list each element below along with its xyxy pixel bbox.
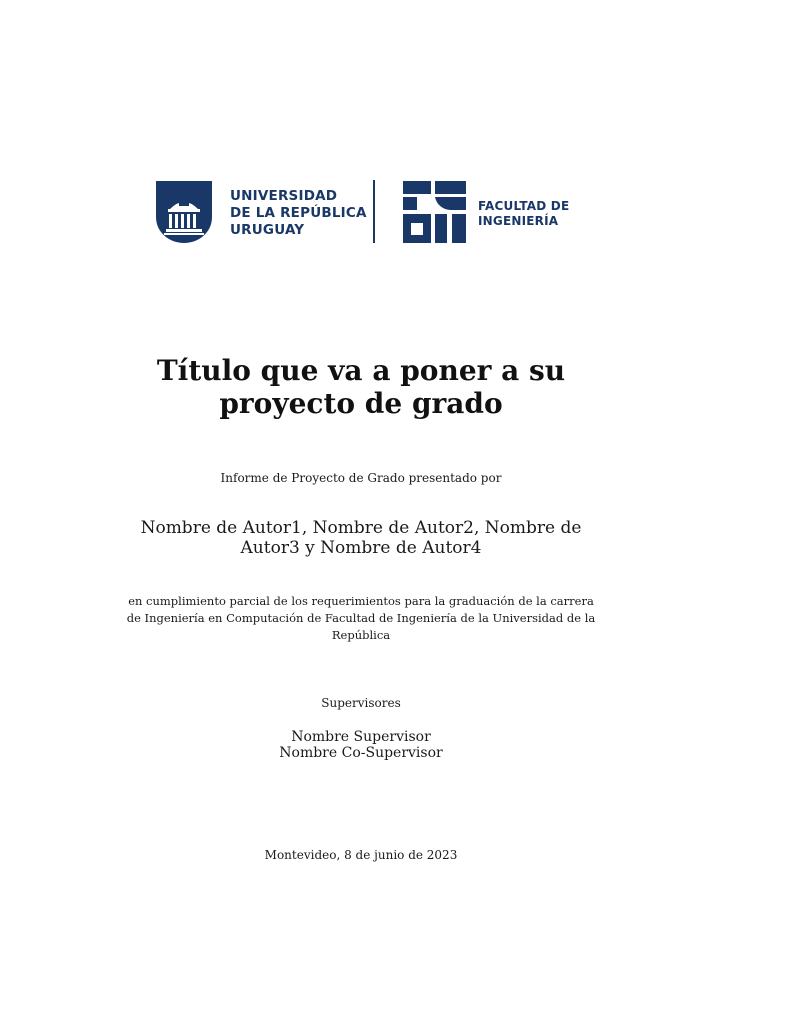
supervisor-names (110, 729, 612, 761)
faculty-logo-icon (403, 181, 466, 243)
university-name-line-3: URUGUAY (230, 222, 305, 238)
faculty-name-line-1: FACULTAD DE (478, 199, 570, 213)
university-name (230, 188, 367, 239)
thesis-title: Título que va a poner a su proyecto de grado (156, 354, 566, 420)
university-name-line-1: UNIVERSIDAD (230, 188, 338, 204)
author-list: Nombre de Autor1, Nombre de Autor2, Nombre de Autor3 y Nombre de Autor4 (140, 518, 582, 558)
fulfillment-statement: en cumplimiento parcial de los requerimientos para la graduación de la carrera de Ingeniería en Computación de Facultad de Ingeniería de la Universidad de la República (126, 594, 596, 642)
supervisor-name: Nombre Supervisor (291, 729, 431, 745)
place-and-date: Montevideo, 8 de junio de 2023 (264, 848, 458, 862)
university-seal-icon (156, 181, 212, 244)
supervisors-label: Supervisores (321, 696, 401, 710)
co-supervisor-name: Nombre Co-Supervisor (279, 745, 443, 761)
presented-by-text: Informe de Proyecto de Grado presentado por (220, 471, 502, 485)
university-name-line-2: DE LA REPÚBLICA (230, 205, 367, 221)
faculty-name (478, 199, 569, 229)
logo-band (156, 180, 576, 246)
faculty-name-line-2: INGENIERÍA (478, 214, 559, 228)
logo-divider (373, 180, 375, 243)
